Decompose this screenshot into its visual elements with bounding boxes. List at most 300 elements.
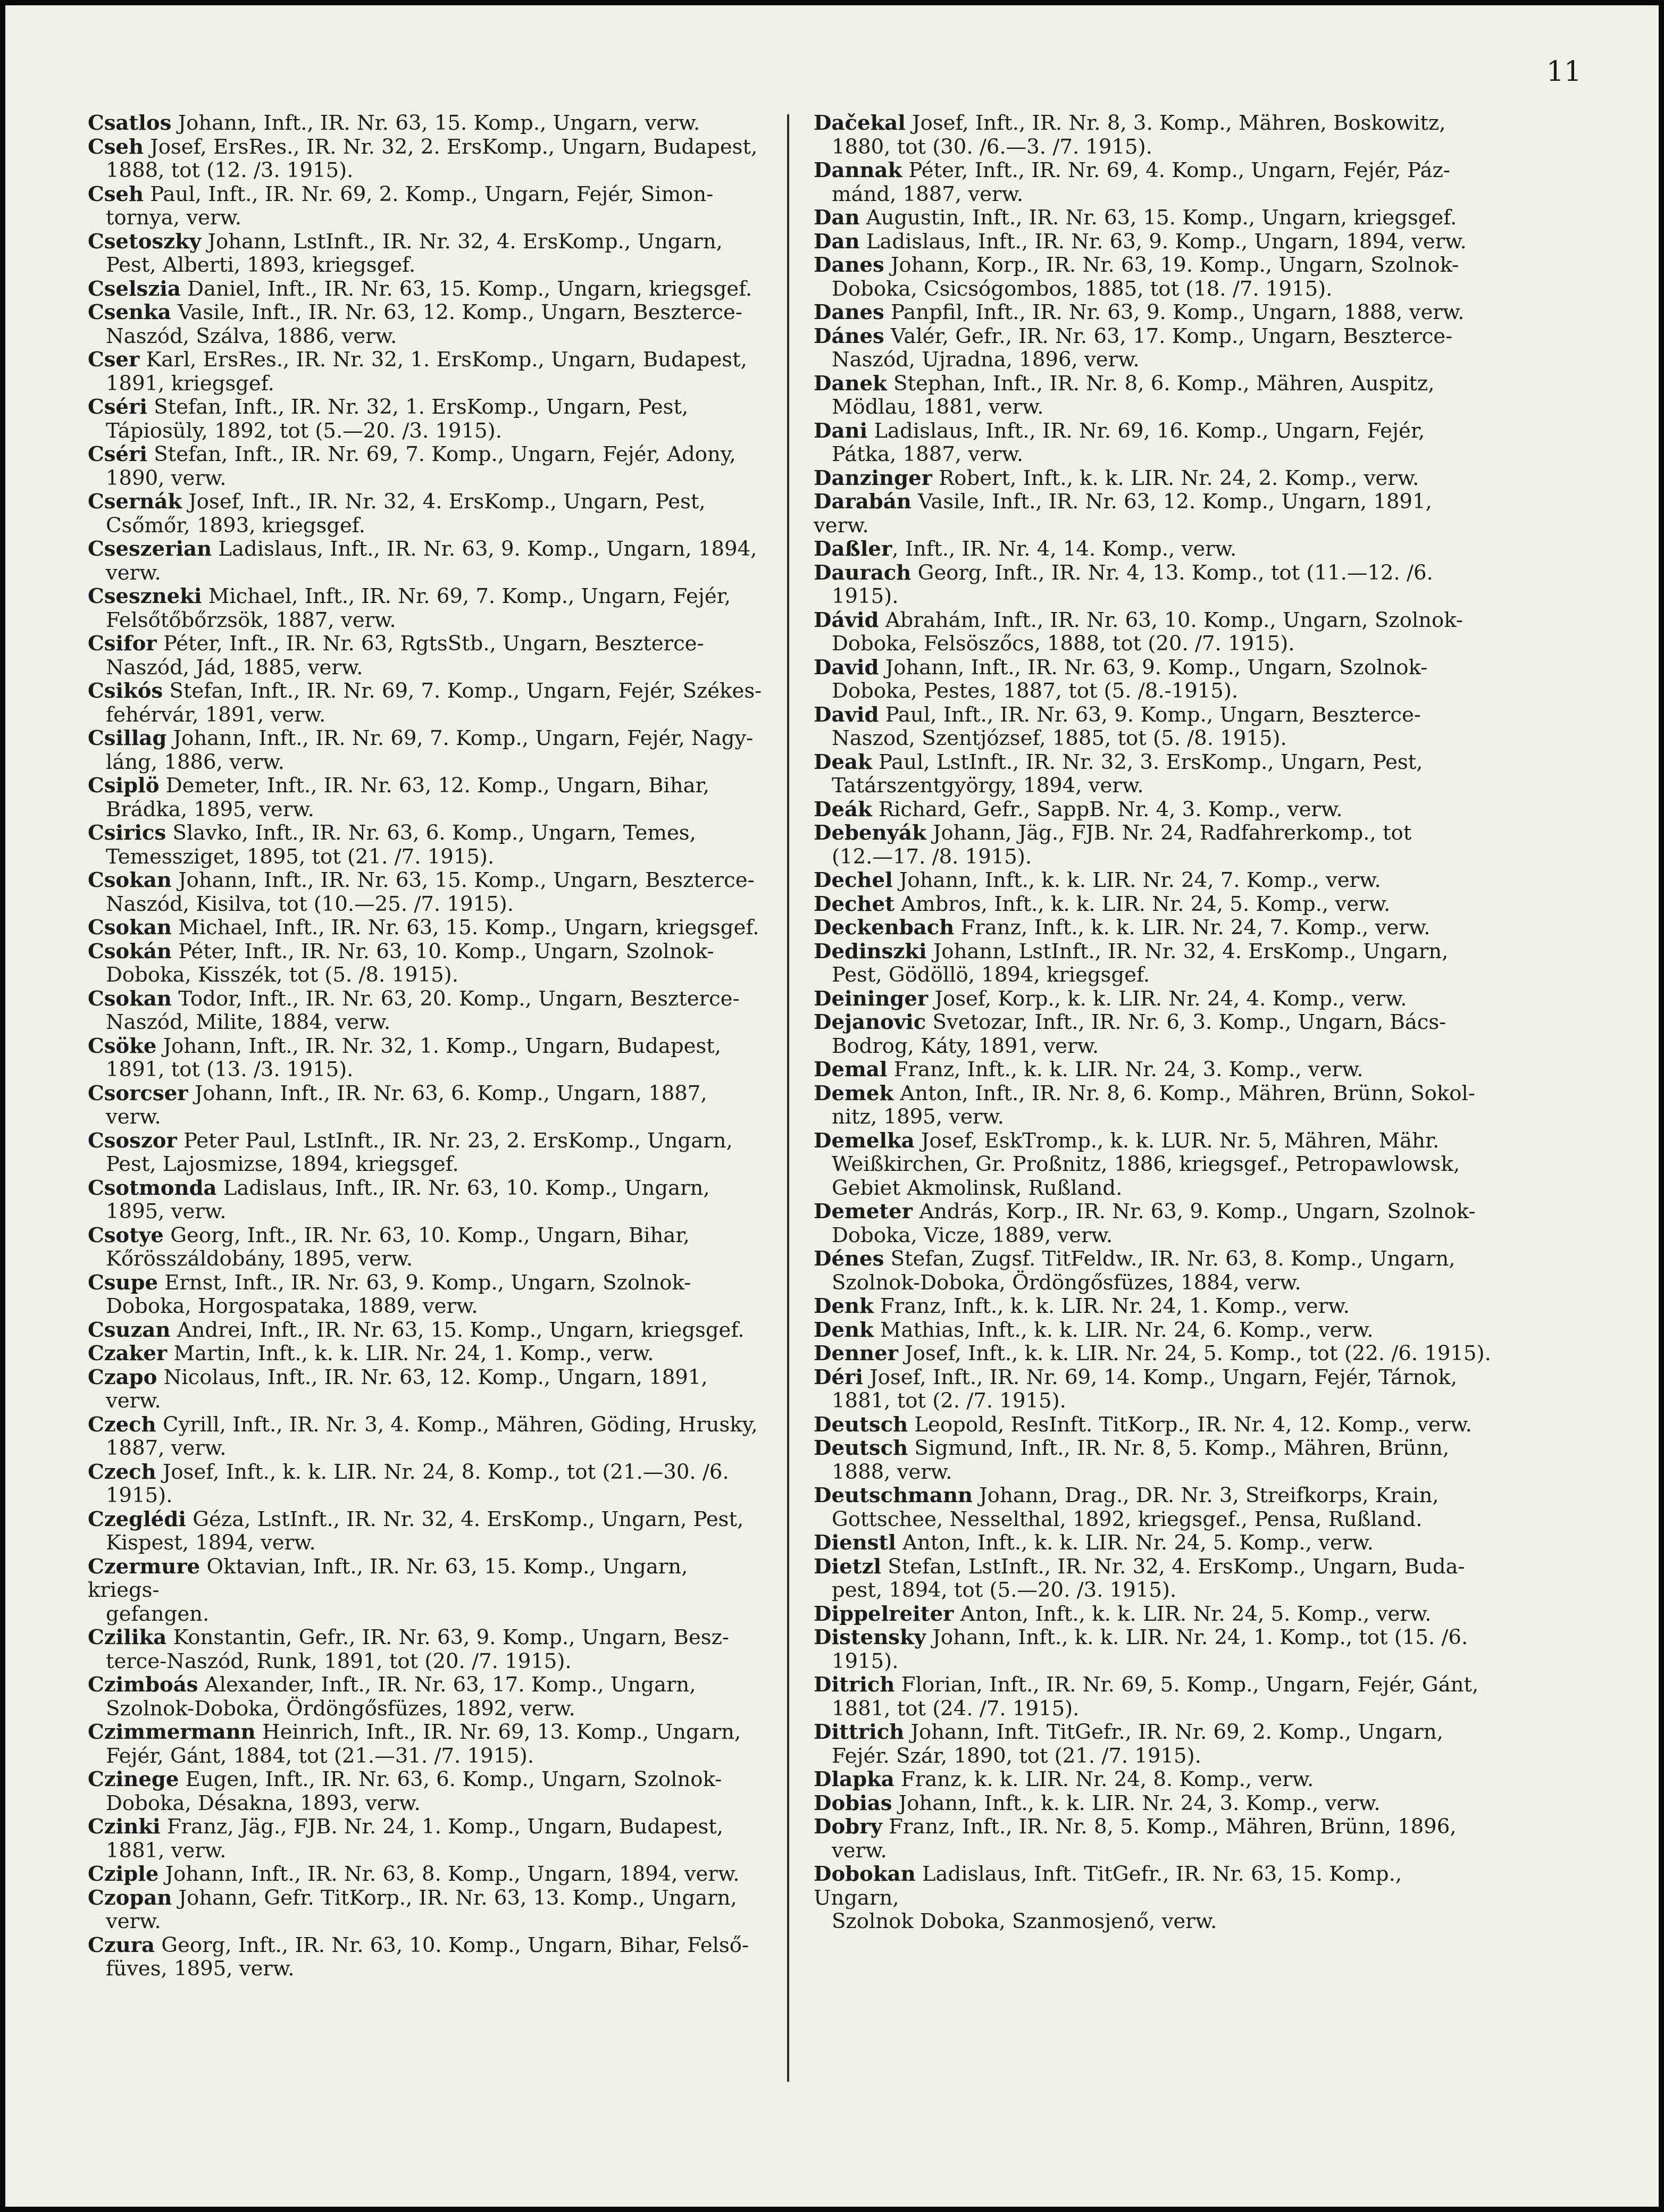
entry-continuation-line: füves, 1895, verw. — [106, 1957, 295, 1981]
entry-continuation-line: 1881, verw. — [106, 1838, 227, 1863]
entry-surname: Cseh — [88, 182, 144, 206]
entry-continuation-line: Szolnok-Doboka, Ördöngősfüzes, 1884, verw. — [832, 1270, 1301, 1295]
entry-first-line: Deckenbach Franz, Inft., k. k. LIR. Nr. 24, 7. Komp., verw. — [814, 916, 1431, 940]
entry-surname: Cser — [88, 348, 140, 372]
entry-continuation-line: Naszód, Kisilva, tot (10.—25. /7. 1915). — [106, 892, 514, 916]
entry-first-line: Cseh Josef, ErsRes., IR. Nr. 32, 2. ErsKomp., Ungarn, Budapest, — [88, 135, 758, 159]
entry-surname: Czimmermann — [88, 1720, 256, 1744]
register-entry — [88, 1224, 766, 1271]
entry-surname: Dippelreiter — [814, 1602, 954, 1626]
entry-surname: Deckenbach — [814, 916, 955, 940]
entry-first-line: Demeter András, Korp., IR. Nr. 63, 9. Komp., Ungarn, Szolnok- — [814, 1200, 1476, 1224]
register-entry — [814, 703, 1492, 751]
entry-surname: Dobokan — [814, 1862, 916, 1886]
entry-surname: Csillag — [88, 726, 167, 750]
entry-continuation-line: Csőmőr, 1893, kriegsgef. — [106, 513, 365, 538]
register-entry — [88, 396, 766, 443]
entry-surname: Csotmonda — [88, 1176, 217, 1200]
entry-continuation-line: Doboka, Csicsógombos, 1885, tot (18. /7. 1915). — [832, 276, 1333, 301]
entry-surname: Czopan — [88, 1886, 172, 1910]
register-entry — [814, 1721, 1492, 1768]
entry-first-line: Cséri Stefan, Inft., IR. Nr. 69, 7. Komp., Ungarn, Fejér, Adony, — [88, 442, 736, 466]
entry-continuation-line: Doboka, Kisszék, tot (5. /8. 1915). — [106, 963, 458, 987]
entry-first-line: Czeglédi Géza, LstInft., IR. Nr. 32, 4. ErsKomp., Ungarn, Pest, — [88, 1507, 744, 1531]
entry-continuation-line: fehérvár, 1891, verw. — [106, 702, 326, 727]
register-entry — [814, 656, 1492, 703]
entry-first-line: Dan Augustin, Inft., IR. Nr. 63, 15. Komp., Ungarn, kriegsgef. — [814, 206, 1457, 230]
document-page — [5, 5, 1659, 2207]
entry-first-line: Dejanovic Svetozar, Inft., IR. Nr. 6, 3. Komp., Ungarn, Bács- — [814, 1010, 1446, 1034]
entry-surname: Cséri — [88, 442, 147, 466]
register-entry — [88, 1815, 766, 1863]
register-entry — [814, 1673, 1492, 1721]
entry-first-line: Czaker Martin, Inft., k. k. LIR. Nr. 24, 1. Komp., verw. — [88, 1342, 654, 1365]
entry-continuation-line: Naszód, Jád, 1885, verw. — [106, 655, 363, 680]
entry-continuation-line: Kőrösszáldobány, 1895, verw. — [106, 1247, 413, 1271]
register-entry — [814, 609, 1492, 656]
entry-surname: Danes — [814, 300, 884, 324]
entry-surname: Dejanovic — [814, 1010, 926, 1034]
register-entry — [814, 1342, 1492, 1366]
entry-first-line: Dénes Stefan, Zugsf. TitFeldw., IR. Nr. 63, 8. Komp., Ungarn, — [814, 1247, 1456, 1271]
entry-continuation-line: 1890, verw. — [106, 466, 227, 490]
entry-surname: David — [814, 655, 879, 680]
entry-first-line: Csenka Vasile, Inft., IR. Nr. 63, 12. Komp., Ungarn, Beszterce- — [88, 300, 742, 324]
register-entry — [814, 987, 1492, 1011]
register-entry — [814, 893, 1492, 917]
entry-continuation-line: verw. — [106, 1105, 161, 1129]
entry-surname: Czilika — [88, 1626, 167, 1649]
register-entry — [814, 1603, 1492, 1627]
entry-first-line: Csöke Johann, Inft., IR. Nr. 32, 1. Komp., Ungarn, Budapest, — [88, 1034, 722, 1058]
entry-first-line: Csokán Péter, Inft., IR. Nr. 63, 10. Komp., Ungarn, Szolnok- — [88, 939, 714, 963]
register-entry — [814, 1129, 1492, 1201]
entry-surname: Czura — [88, 1933, 155, 1957]
register-entry — [88, 1863, 766, 1887]
entry-first-line: Dittrich Johann, Inft. TitGefr., IR. Nr. 69, 2. Komp., Ungarn, — [814, 1720, 1443, 1744]
entry-first-line: Daurach Georg, Inft., IR. Nr. 4, 13. Komp., tot (11.—12. /6. — [814, 560, 1433, 585]
entry-first-line: Cser Karl, ErsRes., IR. Nr. 32, 1. ErsKomp., Ungarn, Budapest, — [88, 348, 747, 372]
entry-continuation-line: verw. — [832, 1838, 887, 1863]
entry-continuation-line: Fejér. Szár, 1890, tot (21. /7. 1915). — [832, 1744, 1201, 1768]
entry-surname: Dobias — [814, 1791, 892, 1815]
entry-continuation-line: Doboka, Felsöszőcs, 1888, tot (20. /7. 1915). — [832, 632, 1295, 656]
entry-first-line: Dobokan Ladislaus, Inft. TitGefr., IR. Nr. 63, 15. Komp., Ungarn, — [814, 1862, 1402, 1910]
entry-continuation-line: 1887, verw. — [106, 1436, 227, 1460]
entry-surname: Czinki — [88, 1815, 161, 1839]
entry-surname: Dávid — [814, 608, 879, 632]
entry-surname: Dlapka — [814, 1767, 894, 1791]
register-entry — [88, 1508, 766, 1555]
entry-first-line: Cseszerian Ladislaus, Inft., IR. Nr. 63, 9. Komp., Ungarn, 1894, — [88, 537, 757, 561]
entry-first-line: Deák Richard, Gefr., SappB. Nr. 4, 3. Komp., verw. — [814, 797, 1343, 822]
entry-surname: Dénes — [814, 1247, 884, 1271]
entry-first-line: Deutsch Leopold, ResInft. TitKorp., IR. Nr. 4, 12. Komp., verw. — [814, 1412, 1472, 1437]
entry-surname: Dan — [814, 206, 860, 230]
entry-continuation-line: Naszód, Ujradna, 1896, verw. — [832, 348, 1140, 372]
entry-surname: Csikós — [88, 679, 163, 703]
entry-first-line: Dávid Abrahám, Inft., IR. Nr. 63, 10. Komp., Ungarn, Szolnok- — [814, 608, 1463, 632]
entry-surname: Cseszerian — [88, 537, 212, 561]
register-entry — [88, 1673, 766, 1721]
entry-first-line: Csillag Johann, Inft., IR. Nr. 69, 7. Komp., Ungarn, Fejér, Nagy- — [88, 726, 754, 750]
entry-surname: Csiplö — [88, 774, 160, 798]
entry-surname: Dedinszki — [814, 939, 927, 963]
entry-surname: Czeglédi — [88, 1507, 186, 1531]
entry-continuation-line: Fejér, Gánt, 1884, tot (21.—31. /7. 1915). — [106, 1744, 534, 1768]
register-entry — [814, 1295, 1492, 1319]
entry-continuation-line: 1881, tot (2. /7. 1915). — [832, 1389, 1066, 1413]
entry-first-line: Csokan Michael, Inft., IR. Nr. 63, 15. Komp., Ungarn, kriegsgef. — [88, 916, 759, 940]
entry-first-line: Czimboás Alexander, Inft., IR. Nr. 63, 17. Komp., Ungarn, — [88, 1673, 696, 1697]
entry-surname: Ditrich — [814, 1673, 895, 1697]
left-column — [88, 112, 766, 1981]
entry-surname: Dačekal — [814, 111, 906, 135]
entry-surname: Csatlos — [88, 111, 172, 135]
register-entry — [814, 916, 1492, 940]
entry-continuation-line: 1891, kriegsgef. — [106, 371, 274, 396]
register-entry — [88, 348, 766, 396]
entry-continuation-line: Gebiet Akmolinsk, Rußland. — [832, 1176, 1123, 1200]
entry-continuation-line: Naszód, Milite, 1884, verw. — [106, 1010, 391, 1034]
register-entry — [88, 632, 766, 680]
entry-first-line: Dan Ladislaus, Inft., IR. Nr. 63, 9. Komp., Ungarn, 1894, verw. — [814, 229, 1467, 254]
register-entry — [814, 1247, 1492, 1295]
register-entry — [814, 538, 1492, 562]
register-entry — [814, 869, 1492, 893]
register-entry — [88, 1082, 766, 1129]
entry-first-line: Cziple Johann, Inft., IR. Nr. 63, 8. Komp., Ungarn, 1894, verw. — [88, 1862, 740, 1886]
register-entry — [88, 916, 766, 940]
entry-first-line: Csirics Slavko, Inft., IR. Nr. 63, 6. Komp., Ungarn, Temes, — [88, 821, 696, 845]
entry-surname: Daßler — [814, 537, 892, 561]
entry-first-line: Czech Josef, Inft., k. k. LIR. Nr. 24, 8. Komp., tot (21.—30. /6. — [88, 1460, 729, 1484]
entry-surname: Denner — [814, 1342, 898, 1365]
register-entry — [814, 1531, 1492, 1555]
register-entry — [88, 1129, 766, 1177]
entry-first-line: Dobias Johann, Inft., k. k. LIR. Nr. 24, 3. Komp., verw. — [814, 1791, 1381, 1815]
register-entry — [814, 1200, 1492, 1247]
register-entry — [88, 1035, 766, 1082]
entry-surname: Csöke — [88, 1034, 157, 1058]
entry-continuation-line: 1881, tot (24. /7. 1915). — [832, 1696, 1080, 1721]
entry-surname: Dechet — [814, 892, 894, 916]
entry-continuation-line: Szolnok-Doboka, Ördöngősfüzes, 1892, verw. — [106, 1696, 575, 1721]
register-entry — [88, 1271, 766, 1319]
register-entry — [814, 1366, 1492, 1413]
register-entry — [814, 420, 1492, 467]
entry-surname: Deutsch — [814, 1436, 908, 1460]
entry-first-line: Csetoszky Johann, LstInft., IR. Nr. 32, 4. ErsKomp., Ungarn, — [88, 229, 723, 254]
entry-surname: Denk — [814, 1294, 874, 1318]
entry-first-line: Cseh Paul, Inft., IR. Nr. 69, 2. Komp., Ungarn, Fejér, Simon- — [88, 182, 714, 206]
entry-first-line: Déri Josef, Inft., IR. Nr. 69, 14. Komp., Ungarn, Fejér, Tárnok, — [814, 1365, 1458, 1389]
entry-continuation-line: Tápiosüly, 1892, tot (5.—20. /3. 1915). — [106, 418, 502, 443]
register-entry — [88, 585, 766, 632]
entry-continuation-line: 1888, verw. — [832, 1460, 952, 1484]
entry-first-line: Dánes Valér, Gefr., IR. Nr. 63, 17. Komp., Ungarn, Beszterce- — [814, 324, 1453, 348]
entry-continuation-line: 1880, tot (30. /6.—3. /7. 1915). — [832, 135, 1152, 159]
register-entry — [814, 1792, 1492, 1816]
register-entry — [814, 301, 1492, 325]
entry-continuation-line: (12.—17. /8. 1915). — [832, 844, 1032, 869]
entry-first-line: Czech Cyrill, Inft., IR. Nr. 3, 4. Komp., Mähren, Göding, Hrusky, — [88, 1412, 758, 1437]
entry-continuation-line: 1915). — [832, 584, 899, 608]
entry-continuation-line: Doboka, Désakna, 1893, verw. — [106, 1791, 421, 1815]
entry-continuation-line: Mödlau, 1881, verw. — [832, 395, 1044, 419]
entry-first-line: Denk Mathias, Inft., k. k. LIR. Nr. 24, 6. Komp., verw. — [814, 1318, 1374, 1342]
entry-continuation-line: 1915). — [106, 1484, 173, 1507]
entry-continuation-line: Pest, Lajosmizse, 1894, kriegsgef. — [106, 1152, 459, 1176]
entry-first-line: Danzinger Robert, Inft., k. k. LIR. Nr. 24, 2. Komp., verw. — [814, 466, 1419, 490]
entry-surname: Cselszia — [88, 276, 181, 301]
entry-continuation-line: Pátka, 1887, verw. — [832, 442, 1024, 466]
entry-surname: Cseszneki — [88, 584, 202, 608]
register-entry — [88, 774, 766, 822]
entry-first-line: Denk Franz, Inft., k. k. LIR. Nr. 24, 1. Komp., verw. — [814, 1294, 1350, 1318]
entry-surname: Danes — [814, 253, 884, 277]
entry-first-line: Csupe Ernst, Inft., IR. Nr. 63, 9. Komp., Ungarn, Szolnok- — [88, 1270, 691, 1295]
entry-first-line: Daßler, Inft., IR. Nr. 4, 14. Komp., verw. — [814, 537, 1237, 561]
entry-surname: Czech — [88, 1460, 156, 1484]
entry-continuation-line: Pest, Gödöllö, 1894, kriegsgef. — [832, 963, 1150, 987]
entry-surname: Deák — [814, 797, 872, 822]
right-column — [814, 112, 1492, 1934]
entry-first-line: Dačekal Josef, Inft., IR. Nr. 8, 3. Komp., Mähren, Boskowitz, — [814, 111, 1446, 135]
entry-continuation-line: Brádka, 1895, verw. — [106, 797, 314, 822]
register-entry — [88, 1366, 766, 1413]
register-entry — [814, 112, 1492, 159]
entry-continuation-line: Weißkirchen, Gr. Proßnitz, 1886, kriegsgef., Petropawlowsk, — [832, 1152, 1460, 1176]
entry-surname: Demelka — [814, 1128, 915, 1153]
entry-first-line: Czinki Franz, Jäg., FJB. Nr. 24, 1. Komp., Ungarn, Budapest, — [88, 1815, 724, 1839]
register-entry — [88, 538, 766, 585]
register-entry — [814, 230, 1492, 254]
register-entry — [88, 1319, 766, 1343]
entry-continuation-line: 1891, tot (13. /3. 1915). — [106, 1058, 354, 1082]
entry-surname: Deininger — [814, 986, 929, 1011]
entry-first-line: Csuzan Andrei, Inft., IR. Nr. 63, 15. Komp., Ungarn, kriegsgef. — [88, 1318, 745, 1342]
register-entry — [814, 1626, 1492, 1673]
entry-continuation-line: tornya, verw. — [106, 206, 242, 230]
entry-first-line: Demelka Josef, EskTromp., k. k. LUR. Nr. 5, Mähren, Mähr. — [814, 1128, 1440, 1153]
entry-surname: Dietzl — [814, 1554, 882, 1579]
entry-first-line: Darabán Vasile, Inft., IR. Nr. 63, 12. Komp., Ungarn, 1891, verw. — [814, 490, 1432, 538]
register-entry — [88, 1626, 766, 1673]
register-entry — [814, 372, 1492, 420]
entry-surname: Demek — [814, 1081, 894, 1105]
entry-surname: Csupe — [88, 1270, 158, 1295]
entry-surname: Dánes — [814, 324, 884, 348]
entry-first-line: Csifor Péter, Inft., IR. Nr. 63, RgtsStb., Ungarn, Beszterce- — [88, 632, 704, 656]
entry-first-line: Csernák Josef, Inft., IR. Nr. 32, 4. ErsKomp., Ungarn, Pest, — [88, 490, 706, 514]
entry-first-line: Deutschmann Johann, Drag., DR. Nr. 3, Streifkorps, Krain, — [814, 1484, 1439, 1507]
entry-first-line: Distensky Johann, Inft., k. k. LIR. Nr. 24, 1. Komp., tot (15. /6. — [814, 1626, 1468, 1649]
entry-surname: Csoszor — [88, 1128, 177, 1153]
entry-surname: Dobry — [814, 1815, 882, 1839]
entry-continuation-line: nitz, 1895, verw. — [832, 1105, 1005, 1129]
entry-surname: Demeter — [814, 1200, 913, 1224]
register-entry — [814, 1768, 1492, 1792]
register-entry — [814, 1484, 1492, 1531]
entry-continuation-line: 1888, tot (12. /3. 1915). — [106, 158, 354, 182]
entry-first-line: Demek Anton, Inft., IR. Nr. 8, 6. Komp., Mähren, Brünn, Sokol- — [814, 1081, 1475, 1105]
entry-surname: Czech — [88, 1412, 156, 1437]
register-entry — [88, 869, 766, 916]
entry-surname: Csokan — [88, 916, 172, 940]
register-entry — [88, 1555, 766, 1627]
entry-first-line: Ditrich Florian, Inft., IR. Nr. 69, 5. Komp., Ungarn, Fejér, Gánt, — [814, 1673, 1479, 1697]
register-entry — [88, 490, 766, 538]
entry-first-line: Csotye Georg, Inft., IR. Nr. 63, 10. Komp., Ungarn, Bihar, — [88, 1223, 690, 1247]
entry-first-line: Czimmermann Heinrich, Inft., IR. Nr. 69, 13. Komp., Ungarn, — [88, 1720, 741, 1744]
page-number: 11 — [1546, 56, 1582, 88]
entry-surname: Debenyák — [814, 821, 926, 845]
register-entry — [814, 159, 1492, 206]
register-entry — [88, 1413, 766, 1461]
register-entry — [88, 278, 766, 301]
entry-continuation-line: Naszód, Szálva, 1886, verw. — [106, 324, 397, 348]
entry-first-line: Dlapka Franz, k. k. LIR. Nr. 24, 8. Komp., verw. — [814, 1767, 1314, 1791]
entry-first-line: Csokan Todor, Inft., IR. Nr. 63, 20. Komp., Ungarn, Beszterce- — [88, 986, 740, 1011]
entry-surname: Darabán — [814, 490, 912, 514]
entry-surname: Csorcser — [88, 1081, 188, 1105]
entry-first-line: David Paul, Inft., IR. Nr. 63, 9. Komp., Ungarn, Beszterce- — [814, 702, 1421, 727]
entry-surname: Deutschmann — [814, 1484, 973, 1507]
entry-continuation-line: Doboka, Horgospataka, 1889, verw. — [106, 1294, 478, 1318]
register-entry — [88, 940, 766, 987]
entry-first-line: David Johann, Inft., IR. Nr. 63, 9. Komp., Ungarn, Szolnok- — [814, 655, 1428, 680]
entry-first-line: Cselszia Daniel, Inft., IR. Nr. 63, 15. Komp., Ungarn, kriegsgef. — [88, 276, 752, 301]
entry-continuation-line: Temessziget, 1895, tot (21. /7. 1915). — [106, 844, 495, 869]
entry-first-line: Czopan Johann, Gefr. TitKorp., IR. Nr. 63, 13. Komp., Ungarn, — [88, 1886, 737, 1910]
register-entry — [88, 1887, 766, 1934]
entry-surname: Dienstl — [814, 1531, 896, 1555]
entry-continuation-line: mánd, 1887, verw. — [832, 182, 1024, 206]
entry-surname: Déri — [814, 1365, 863, 1389]
entry-surname: Czinege — [88, 1767, 179, 1791]
entry-first-line: Deutsch Sigmund, Inft., IR. Nr. 8, 5. Komp., Mähren, Brünn, — [814, 1436, 1450, 1460]
entry-first-line: Dietzl Stefan, LstInft., IR. Nr. 32, 4. ErsKomp., Ungarn, Buda- — [814, 1554, 1465, 1579]
entry-first-line: Dechel Johann, Inft., k. k. LIR. Nr. 24, 7. Komp., verw. — [814, 868, 1381, 892]
entry-surname: Czapo — [88, 1365, 157, 1389]
register-entry — [814, 1011, 1492, 1058]
register-entry — [88, 822, 766, 869]
register-entry — [814, 1413, 1492, 1437]
register-entry — [814, 562, 1492, 609]
entry-surname: Cziple — [88, 1862, 159, 1886]
register-entry — [88, 1177, 766, 1224]
entry-surname: Csifor — [88, 632, 157, 656]
entry-surname: Denk — [814, 1318, 874, 1342]
entry-surname: Czimboás — [88, 1673, 198, 1697]
register-entry — [88, 112, 766, 136]
entry-first-line: Dannak Péter, Inft., IR. Nr. 69, 4. Komp., Ungarn, Fejér, Páz- — [814, 158, 1450, 182]
entry-continuation-line: verw. — [106, 560, 161, 585]
entry-surname: Cséri — [88, 395, 147, 419]
entry-surname: Csernák — [88, 490, 182, 514]
entry-surname: Danzinger — [814, 466, 932, 490]
register-entry — [88, 1721, 766, 1768]
entry-continuation-line: verw. — [106, 1909, 161, 1933]
register-entry — [814, 822, 1492, 869]
entry-surname: Czaker — [88, 1342, 168, 1365]
entry-surname: Dan — [814, 229, 860, 254]
entry-continuation-line: Doboka, Vicze, 1889, verw. — [832, 1223, 1113, 1247]
entry-surname: Csokán — [88, 939, 172, 963]
entry-continuation-line: Doboka, Pestes, 1887, tot (5. /8.-1915). — [832, 679, 1239, 703]
entry-first-line: Cseszneki Michael, Inft., IR. Nr. 69, 7. Komp., Ungarn, Fejér, — [88, 584, 731, 608]
entry-surname: Csirics — [88, 821, 166, 845]
register-entry — [814, 467, 1492, 491]
entry-surname: Cseh — [88, 135, 144, 159]
register-entry — [814, 254, 1492, 301]
register-entry — [814, 1082, 1492, 1129]
entry-continuation-line: pest, 1894, tot (5.—20. /3. 1915). — [832, 1578, 1177, 1602]
entry-surname: Dittrich — [814, 1720, 905, 1744]
column-divider — [787, 114, 789, 2082]
entry-surname: Demal — [814, 1058, 888, 1082]
entry-first-line: Dobry Franz, Inft., IR. Nr. 8, 5. Komp., Mähren, Brünn, 1896, — [814, 1815, 1457, 1839]
register-entry — [814, 940, 1492, 987]
entry-first-line: Deak Paul, LstInft., IR. Nr. 32, 3. ErsKomp., Ungarn, Pest, — [814, 750, 1423, 774]
entry-surname: Dechel — [814, 868, 893, 892]
entry-continuation-line: Pest, Alberti, 1893, kriegsgef. — [106, 253, 416, 277]
register-entry — [88, 987, 766, 1035]
register-entry — [88, 680, 766, 727]
entry-first-line: Dippelreiter Anton, Inft., k. k. LIR. Nr. 24, 5. Komp., verw. — [814, 1602, 1432, 1626]
entry-continuation-line: Tatárszentgyörgy, 1894, verw. — [832, 774, 1144, 798]
entry-first-line: Danes Panpfil, Inft., IR. Nr. 63, 9. Komp., Ungarn, 1888, verw. — [814, 300, 1465, 324]
entry-continuation-line: Felsőtőbőrzsök, 1887, verw. — [106, 608, 396, 632]
register-entry — [88, 183, 766, 230]
entry-surname: Deutsch — [814, 1412, 908, 1437]
entry-first-line: Czilika Konstantin, Gefr., IR. Nr. 63, 9. Komp., Ungarn, Besz- — [88, 1626, 729, 1649]
register-entry — [814, 490, 1492, 538]
entry-first-line: Danek Stephan, Inft., IR. Nr. 8, 6. Komp., Mähren, Auspitz, — [814, 371, 1435, 396]
entry-first-line: Csoszor Peter Paul, LstInft., IR. Nr. 23, 2. ErsKomp., Ungarn, — [88, 1128, 733, 1153]
entry-first-line: Csotmonda Ladislaus, Inft., IR. Nr. 63, 10. Komp., Ungarn, — [88, 1176, 710, 1200]
entry-first-line: Deininger Josef, Korp., k. k. LIR. Nr. 24, 4. Komp., verw. — [814, 986, 1407, 1011]
entry-first-line: Debenyák Johann, Jäg., FJB. Nr. 24, Radfahrerkomp., tot — [814, 821, 1412, 845]
register-entry — [814, 1863, 1492, 1934]
entry-surname: Danek — [814, 371, 887, 396]
entry-first-line: Dani Ladislaus, Inft., IR. Nr. 69, 16. Komp., Ungarn, Fejér, — [814, 418, 1425, 443]
entry-first-line: Danes Johann, Korp., IR. Nr. 63, 19. Komp., Ungarn, Szolnok- — [814, 253, 1459, 277]
entry-continuation-line: Naszod, Szentjózsef, 1885, tot (5. /8. 1915). — [832, 726, 1287, 750]
entry-surname: Csenka — [88, 300, 171, 324]
entry-first-line: Cséri Stefan, Inft., IR. Nr. 32, 1. ErsKomp., Ungarn, Pest, — [88, 395, 689, 419]
register-entry — [88, 1934, 766, 1981]
entry-continuation-line: gefangen. — [106, 1602, 210, 1626]
register-entry — [88, 301, 766, 348]
entry-surname: Csuzan — [88, 1318, 171, 1342]
register-entry — [814, 1319, 1492, 1343]
register-entry — [88, 230, 766, 278]
register-entry — [88, 1768, 766, 1815]
register-entry — [88, 443, 766, 490]
entry-first-line: Dedinszki Johann, LstInft., IR. Nr. 32, 4. ErsKomp., Ungarn, — [814, 939, 1449, 963]
entry-surname: Csotye — [88, 1223, 164, 1247]
entry-first-line: Csatlos Johann, Inft., IR. Nr. 63, 15. Komp., Ungarn, verw. — [88, 111, 700, 135]
entry-continuation-line: terce-Naszód, Runk, 1891, tot (20. /7. 1915). — [106, 1649, 572, 1673]
entry-surname: Deak — [814, 750, 872, 774]
entry-first-line: Czinege Eugen, Inft., IR. Nr. 63, 6. Komp., Ungarn, Szolnok- — [88, 1767, 722, 1791]
register-entry — [88, 1461, 766, 1508]
register-entry — [88, 1342, 766, 1366]
entry-continuation-line: Kispest, 1894, verw. — [106, 1531, 316, 1555]
entry-first-line: Dienstl Anton, Inft., k. k. LIR. Nr. 24, 5. Komp., verw. — [814, 1531, 1374, 1555]
